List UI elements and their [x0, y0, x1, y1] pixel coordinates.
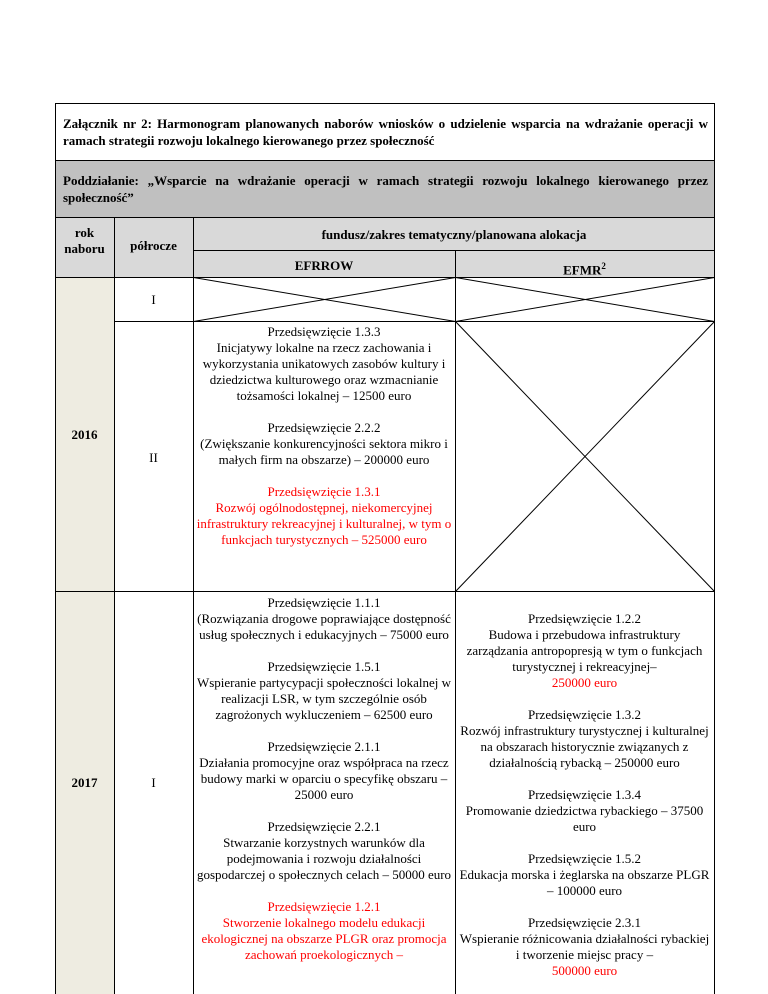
efmr-label: EFMR — [563, 262, 602, 278]
header-year: rok naboru — [64, 225, 105, 256]
project-text: Budowa i przebudowa infrastruktury zarządzania antropopresją w tym o funkcjach turystycznej i rekreacyjnej– — [466, 627, 703, 674]
footnote-mark: 2 — [601, 261, 606, 271]
project-text: Rozwój ogólnodostępnej, niekomercyjnej infrastruktury rekreacyjnej i kulturalnej, w tym o funkcjach turystycznych – 525000 euro — [196, 500, 452, 547]
project-title: Przedsięwzięcie 2.2.2 — [267, 420, 381, 435]
project-text: (Rozwiązania drogowe poprawiające dostępność usług społecznych i edukacyjnych – 75000 euro — [197, 611, 451, 642]
project-title: Przedsięwzięcie 1.2.1 — [267, 899, 381, 914]
project-title: Przedsięwzięcie 1.3.4 — [528, 787, 641, 802]
project-text: Działania promocyjne oraz współpraca na rzecz budowy marki w oparciu o specyfikę obszaru – 25000 euro — [199, 755, 449, 802]
document-title: Załącznik nr 2: Harmonogram planowanych naborów wniosków o udzielenie wsparcia na wdrażanie operacji w ramach strategii rozwoju lokalnego kierowanego przez społeczność — [63, 116, 708, 148]
project-title: Przedsięwzięcie 1.2.2 — [528, 611, 641, 626]
project-title: Przedsięwzięcie 2.3.1 — [528, 915, 641, 930]
project-text: Wspieranie partycypacji społeczności lokalnej w realizacji LSR, w tym szczególnie osób zagrożonych wykluczeniem – 62500 euro — [196, 675, 452, 722]
project-title: Przedsięwzięcie 2.2.1 — [267, 819, 381, 834]
project-title: Przedsięwzięcie 1.5.1 — [267, 659, 381, 674]
project-text: (Zwiększanie konkurencyjności sektora mikro i małych firm na obszarze) – 200000 euro — [200, 436, 448, 467]
year-2017: 2017 — [71, 775, 98, 790]
year-2016: 2016 — [71, 427, 98, 442]
project-text: Edukacja morska i żeglarska na obszarze PLGR – 100000 euro — [459, 867, 710, 898]
project-title: Przedsięwzięcie 1.3.3 — [267, 324, 381, 339]
header-efrrow: EFRROW — [294, 258, 354, 273]
header-half: półrocze — [130, 238, 177, 253]
project-text: Rozwój infrastruktury turystycznej i kulturalnej na obszarach historycznie związanych z działalnością rybacką – 250000 euro — [460, 723, 709, 770]
project-text: Stworzenie lokalnego modelu edukacji ekologicznej na obszarze PLGR oraz promocja zachowań proekologicznych – — [201, 915, 447, 962]
project-amount: 500000 euro — [551, 963, 618, 978]
header-fund: fundusz/zakres tematyczny/planowana alokacja — [321, 227, 587, 242]
efrrow-2017-cell — [195, 595, 453, 963]
half-2016-1: I — [151, 292, 156, 307]
project-amount: 250000 euro — [551, 675, 618, 690]
subtitle: Poddziałanie: „Wsparcie na wdrażanie operacji w ramach strategii rozwoju lokalnego kierowanego przez społeczność” — [63, 173, 708, 205]
half-2017-1: I — [151, 775, 156, 790]
project-title: Przedsięwzięcie 1.5.2 — [528, 851, 641, 866]
project-text: Wspieranie różnicowania działalności rybackiej i tworzenie miejsc pracy – — [459, 931, 710, 962]
efmr-2017-cell — [457, 611, 712, 979]
project-text: Stwarzanie korzystnych warunków dla podejmowania i rozwoju działalności gospodarczej o społecznych celach – 50000 euro — [196, 835, 452, 882]
project-text: Inicjatywy lokalne na rzecz zachowania i wykorzystania unikatowych zasobów kultury i dziedzictwa kulturowego oraz wzmacnianie tożsamości lokalnej – 12500 euro — [202, 340, 446, 403]
header-efmr — [455, 258, 714, 278]
project-title: Przedsięwzięcie 1.3.2 — [528, 707, 641, 722]
project-title: Przedsięwzięcie 2.1.1 — [267, 739, 381, 754]
efrrow-2016-cell — [195, 324, 453, 548]
project-title: Przedsięwzięcie 1.3.1 — [267, 484, 381, 499]
project-text: Promowanie dziedzictwa rybackiego – 37500 euro — [465, 803, 704, 834]
half-2016-2: II — [149, 450, 158, 465]
project-title: Przedsięwzięcie 1.1.1 — [267, 595, 381, 610]
